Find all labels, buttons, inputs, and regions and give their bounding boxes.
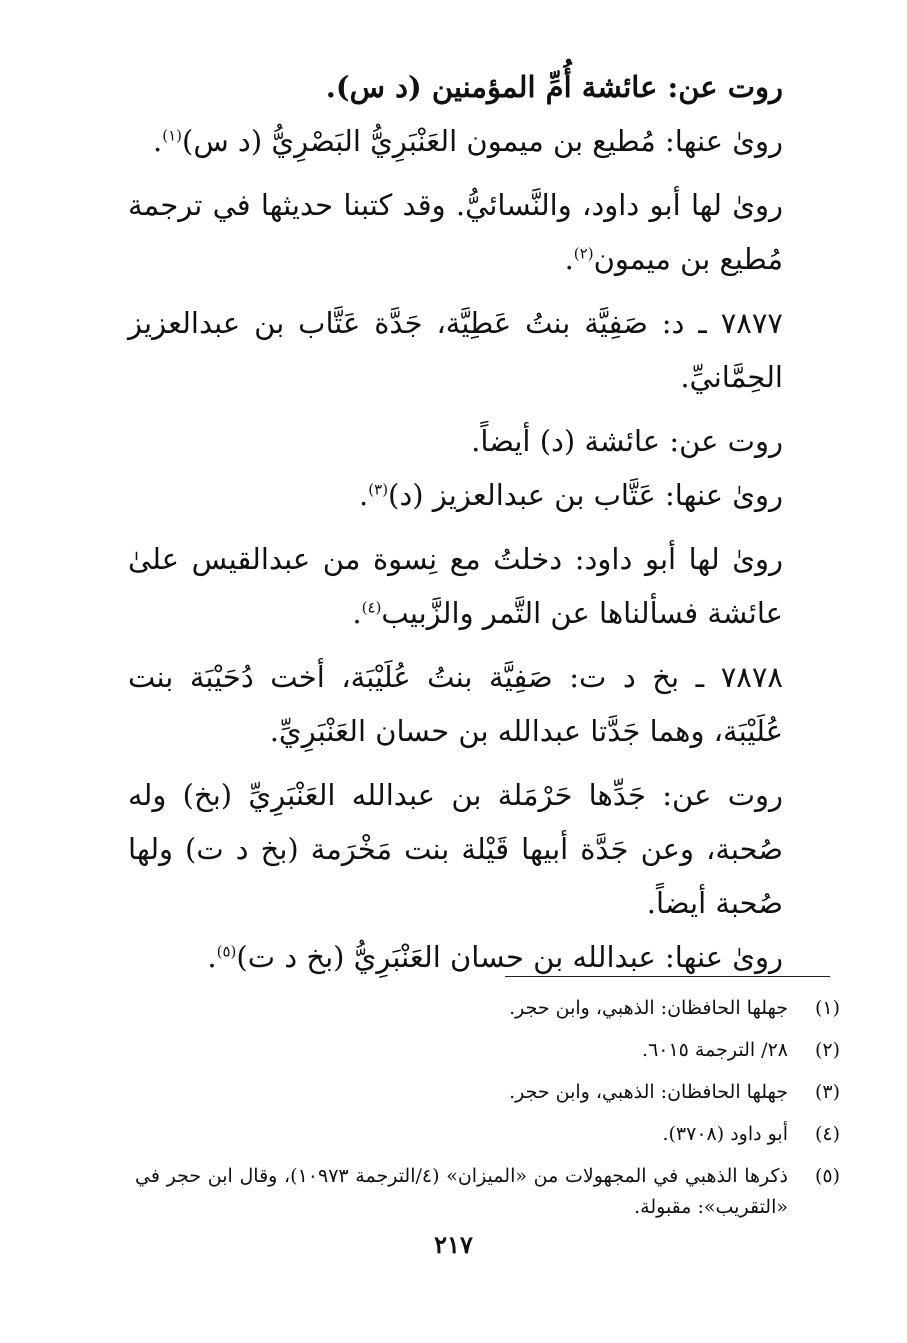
text-run: روىٰ لها أبو داود: دخلتُ مع نِسوة من عبدالقيس علىٰ عائشة فسألناها عن التَّمر والزَّبيب (128, 542, 783, 630)
text-run: . (207, 940, 217, 974)
footnote-divider (505, 976, 830, 977)
footnote-marker: (١) (162, 126, 182, 145)
footnote-number: (٣) (814, 1081, 840, 1103)
footnote-number: (٥) (814, 1165, 840, 1187)
footnotes (135, 993, 840, 1234)
text-run: روىٰ لها أبو داود، والنَّسائيُّ. وقد كتبنا حديثها في ترجمة مُطيع بن ميمون (128, 188, 783, 276)
text-run: . (564, 242, 574, 276)
footnote-marker: (٥) (216, 942, 237, 961)
paragraph (128, 178, 843, 286)
text-line: روت عن: عائشة أُمِّ المؤمنين (د س). (325, 70, 783, 104)
text-run: روىٰ عنها: مُطيع بن ميمون العَنْبَرِيُّ البَصْرِيُّ (د س) (182, 124, 783, 158)
footnote (135, 993, 840, 1024)
footnote-number: (١) (814, 997, 840, 1019)
text-run: روىٰ عنها: عبدالله بن حسان العَنْبَرِيُّ (بخ د ت) (236, 940, 783, 974)
main-text (128, 60, 843, 984)
text-run: روىٰ عنها: عَتَّاب بن عبدالعزيز (د) (388, 478, 783, 512)
text-line (128, 468, 783, 522)
paragraph: روت عن: جَدِّها حَرْمَلة بن عبدالله العَنْبَرِيِّ (بخ) وله صُحبة، وعن جَدَّة أبيها قَيْلة بنت مَخْرَمة (بخ د ت) ولها صُحبة أيضاً. (128, 778, 783, 920)
text-run: . (359, 478, 369, 512)
footnote-marker: (٢) (573, 244, 594, 263)
text-line (128, 114, 783, 168)
narrated-from-entry-2 (128, 414, 843, 522)
footnote-text: ٢٨/ الترجمة ٦٠١٥. (642, 1039, 788, 1061)
footnote (135, 1077, 840, 1108)
entry-heading-7877: ٧٨٧٧ ـ د: صَفِيَّة بنتُ عَطِيَّة، جَدَّة عَتَّاب بن عبدالعزيز الحِمَّانيِّ. (128, 306, 783, 394)
narrated-from-entry-1 (128, 60, 843, 168)
footnote-text: جهلها الحافظان: الذهبي، وابن حجر. (509, 1081, 788, 1103)
footnote (135, 1161, 840, 1223)
text-run: . (352, 596, 362, 630)
text-line: روت عن: عائشة (د) أيضاً. (471, 424, 783, 458)
footnote (135, 1035, 840, 1066)
footnote (135, 1119, 840, 1150)
footnote-number: (٢) (814, 1039, 840, 1061)
footnote-marker: (٤) (361, 598, 382, 617)
page-number: ٢١٧ (434, 1230, 473, 1259)
footnote-number: (٤) (814, 1123, 840, 1145)
footnote-marker: (٣) (368, 480, 389, 499)
text-run: . (153, 124, 163, 158)
footnote-text: جهلها الحافظان: الذهبي، وابن حجر. (509, 997, 788, 1019)
paragraph (128, 532, 843, 640)
entry-heading-7878: ٧٨٧٨ ـ بخ د ت: صَفِيَّة بنتُ عُلَيْبَة، أخت دُحَيْبَة بنت عُلَيْبَة، وهما جَدَّتا عبدالله بن حسان العَنْبَرِيِّ. (128, 660, 783, 748)
footnote-text: ذكرها الذهبي في المجهولات من «الميزان» (٤/الترجمة ١٠٩٧٣)، وقال ابن حجر في «التقريب»: مقبولة. (135, 1165, 788, 1218)
footnote-text: أبو داود (٣٧٠٨). (662, 1123, 788, 1145)
